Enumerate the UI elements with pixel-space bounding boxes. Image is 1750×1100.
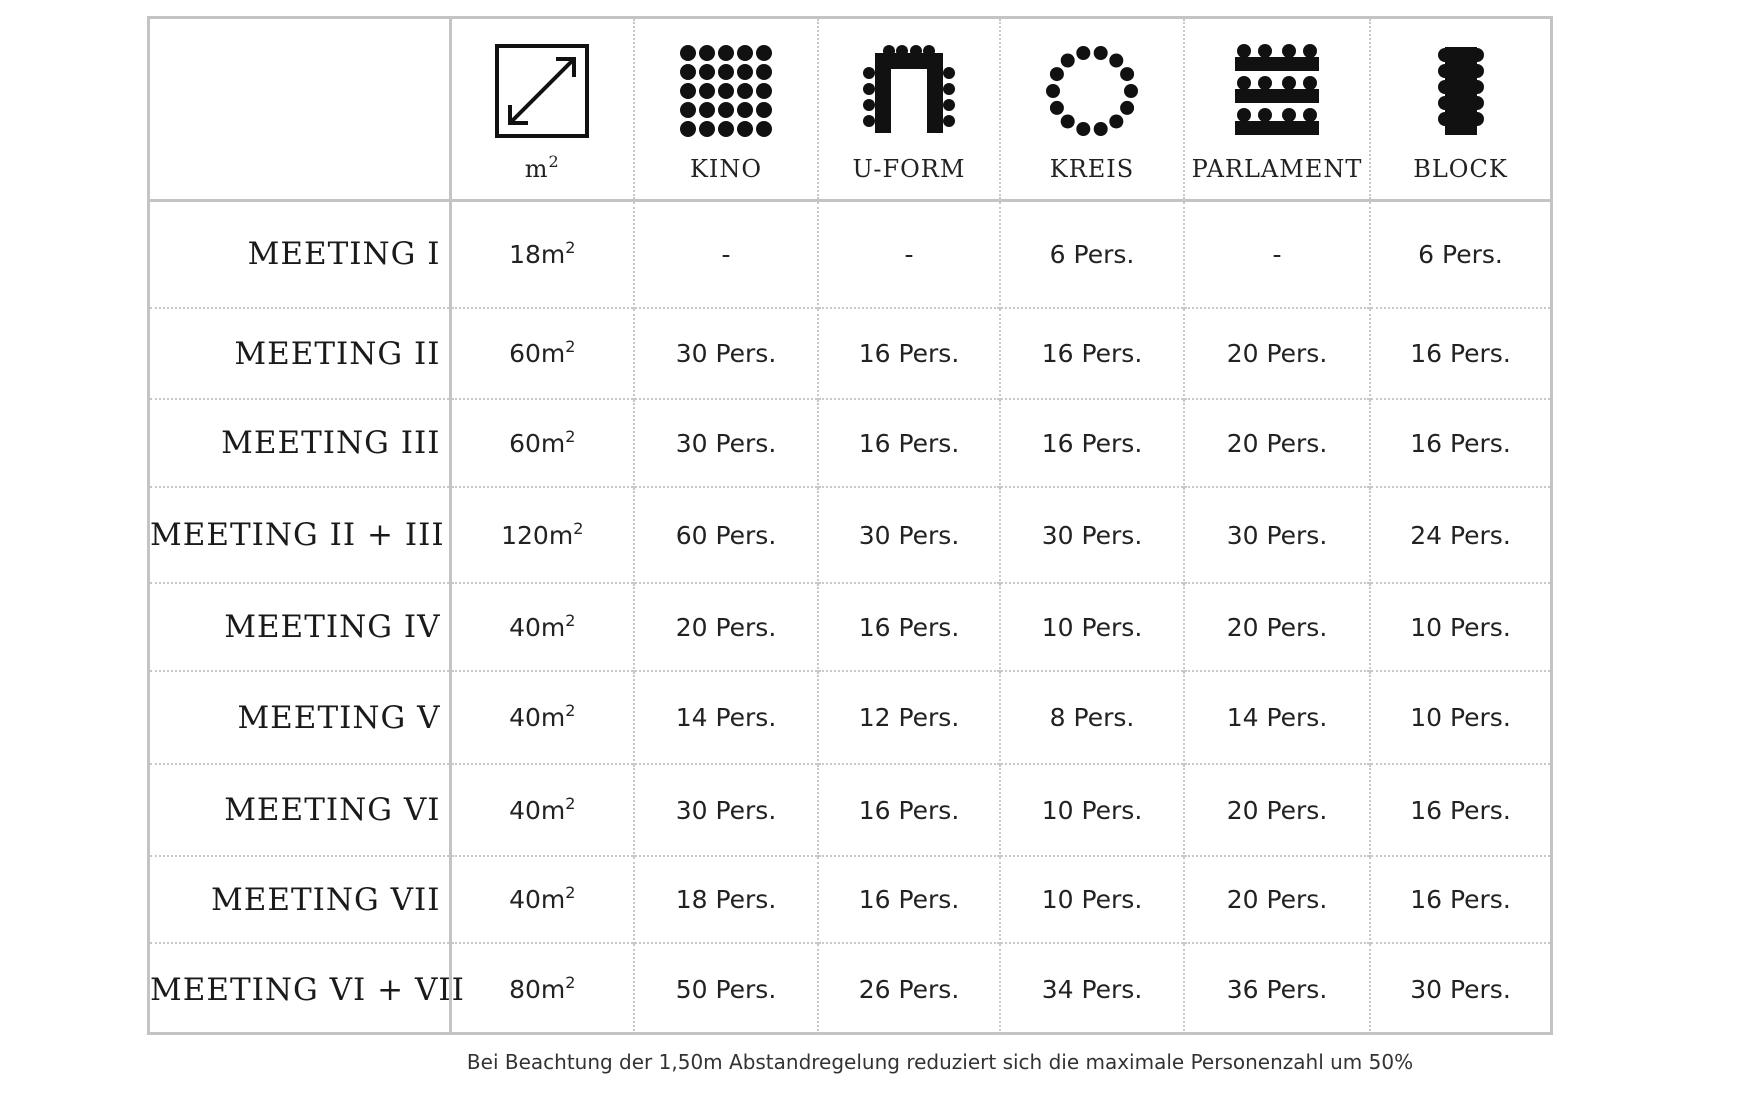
parlament-seating-icon bbox=[1229, 43, 1325, 139]
block-capacity: 10 Pers. bbox=[1370, 583, 1550, 671]
block-seating-icon bbox=[1413, 43, 1509, 139]
kreis-capacity: 6 Pers. bbox=[1000, 200, 1184, 308]
kino-seating-icon bbox=[678, 43, 774, 139]
header-label-kino: KINO bbox=[689, 154, 763, 183]
header-parlament bbox=[1184, 19, 1370, 200]
block-capacity: 24 Pers. bbox=[1370, 487, 1550, 583]
parlament-capacity: 20 Pers. bbox=[1184, 583, 1370, 671]
room-name: MEETING III bbox=[150, 399, 450, 487]
capacity-table bbox=[147, 16, 1553, 1035]
area-value: $18m^2$ bbox=[450, 200, 634, 308]
parlament-capacity: 20 Pers. bbox=[1184, 399, 1370, 487]
table-row bbox=[150, 583, 1550, 671]
parlament-capacity: 20 Pers. bbox=[1184, 764, 1370, 856]
footnote-distance-rule: Bei Beachtung der 1,50m Abstandregelung reduziert sich die maximale Personenzahl um 50% bbox=[466, 1050, 1414, 1074]
u-form-capacity: 16 Pers. bbox=[818, 583, 1000, 671]
kino-capacity: 20 Pers. bbox=[634, 583, 818, 671]
kreis-capacity: 10 Pers. bbox=[1000, 583, 1184, 671]
room-name: MEETING IV bbox=[150, 583, 450, 671]
block-capacity: 16 Pers. bbox=[1370, 308, 1550, 399]
area-value: $120m^2$ bbox=[450, 487, 634, 583]
table-row bbox=[150, 487, 1550, 583]
u-form-capacity: 12 Pers. bbox=[818, 671, 1000, 764]
room-name: MEETING V bbox=[150, 671, 450, 764]
header-u-form bbox=[818, 19, 1000, 200]
block-capacity: 6 Pers. bbox=[1370, 200, 1550, 308]
kino-capacity: - bbox=[634, 200, 818, 308]
u-form-capacity: 16 Pers. bbox=[818, 308, 1000, 399]
table-row bbox=[150, 856, 1550, 943]
kreis-seating-icon bbox=[1044, 43, 1140, 139]
room-name: MEETING VI + VII bbox=[150, 943, 450, 1035]
block-capacity: 10 Pers. bbox=[1370, 671, 1550, 764]
room-name: MEETING II bbox=[150, 308, 450, 399]
u-form-capacity: 30 Pers. bbox=[818, 487, 1000, 583]
area-value: $40m^2$ bbox=[450, 583, 634, 671]
u-form-capacity: 16 Pers. bbox=[818, 399, 1000, 487]
header-label-u-form: U-FORM bbox=[852, 154, 966, 183]
parlament-capacity: 36 Pers. bbox=[1184, 943, 1370, 1035]
capacity-grid bbox=[150, 19, 1550, 1035]
parlament-capacity: 14 Pers. bbox=[1184, 671, 1370, 764]
parlament-capacity: 20 Pers. bbox=[1184, 856, 1370, 943]
room-name: MEETING I bbox=[247, 236, 441, 273]
kino-capacity: 14 Pers. bbox=[634, 671, 818, 764]
parlament-capacity: - bbox=[1184, 200, 1370, 308]
block-capacity: 16 Pers. bbox=[1370, 764, 1550, 856]
u-form-seating-icon bbox=[861, 43, 957, 139]
block-capacity: 16 Pers. bbox=[1370, 399, 1550, 487]
table-row bbox=[150, 764, 1550, 856]
table-row bbox=[150, 200, 1550, 308]
room-name: MEETING VII bbox=[150, 856, 450, 943]
area-value: $40m^2$ bbox=[450, 671, 634, 764]
kreis-capacity: 16 Pers. bbox=[1000, 308, 1184, 399]
room-name: MEETING VI bbox=[150, 764, 450, 856]
header-area bbox=[450, 19, 634, 200]
table-row bbox=[150, 399, 1550, 487]
area-value: $60m^2$ bbox=[450, 308, 634, 399]
u-form-capacity: 26 Pers. bbox=[818, 943, 1000, 1035]
u-form-capacity: - bbox=[818, 200, 1000, 308]
kreis-capacity: 8 Pers. bbox=[1000, 671, 1184, 764]
header-label-kreis: KREIS bbox=[1049, 154, 1135, 183]
header-label-block: BLOCK bbox=[1413, 154, 1508, 183]
area-value: $40m^2$ bbox=[450, 764, 634, 856]
kreis-capacity: 10 Pers. bbox=[1000, 764, 1184, 856]
kino-capacity: 18 Pers. bbox=[634, 856, 818, 943]
room-name: MEETING II + III bbox=[150, 487, 450, 583]
parlament-capacity: 30 Pers. bbox=[1184, 487, 1370, 583]
header-block bbox=[1370, 19, 1550, 200]
area-arrows-icon bbox=[494, 43, 590, 139]
u-form-capacity: 16 Pers. bbox=[818, 764, 1000, 856]
kino-capacity: 30 Pers. bbox=[634, 399, 818, 487]
kino-capacity: 50 Pers. bbox=[634, 943, 818, 1035]
kreis-capacity: 34 Pers. bbox=[1000, 943, 1184, 1035]
block-capacity: 30 Pers. bbox=[1370, 943, 1550, 1035]
area-value: $40m^2$ bbox=[450, 856, 634, 943]
table-row bbox=[150, 308, 1550, 399]
kreis-capacity: 10 Pers. bbox=[1000, 856, 1184, 943]
kino-capacity: 30 Pers. bbox=[634, 308, 818, 399]
header-label-parlament: PARLAMENT bbox=[1191, 154, 1363, 183]
header-kino bbox=[634, 19, 818, 200]
header-kreis bbox=[1000, 19, 1184, 200]
kreis-capacity: 16 Pers. bbox=[1000, 399, 1184, 487]
header-row bbox=[150, 19, 1550, 200]
header-label-area: $m^2$ bbox=[524, 151, 560, 183]
area-value: $80m^2$ bbox=[450, 943, 634, 1035]
area-value: $60m^2$ bbox=[450, 399, 634, 487]
kino-capacity: 60 Pers. bbox=[634, 487, 818, 583]
kino-capacity: 30 Pers. bbox=[634, 764, 818, 856]
kreis-capacity: 30 Pers. bbox=[1000, 487, 1184, 583]
header-corner bbox=[150, 19, 450, 200]
u-form-capacity: 16 Pers. bbox=[818, 856, 1000, 943]
parlament-capacity: 20 Pers. bbox=[1184, 308, 1370, 399]
table-row bbox=[150, 943, 1550, 1035]
block-capacity: 16 Pers. bbox=[1370, 856, 1550, 943]
table-row bbox=[150, 671, 1550, 764]
